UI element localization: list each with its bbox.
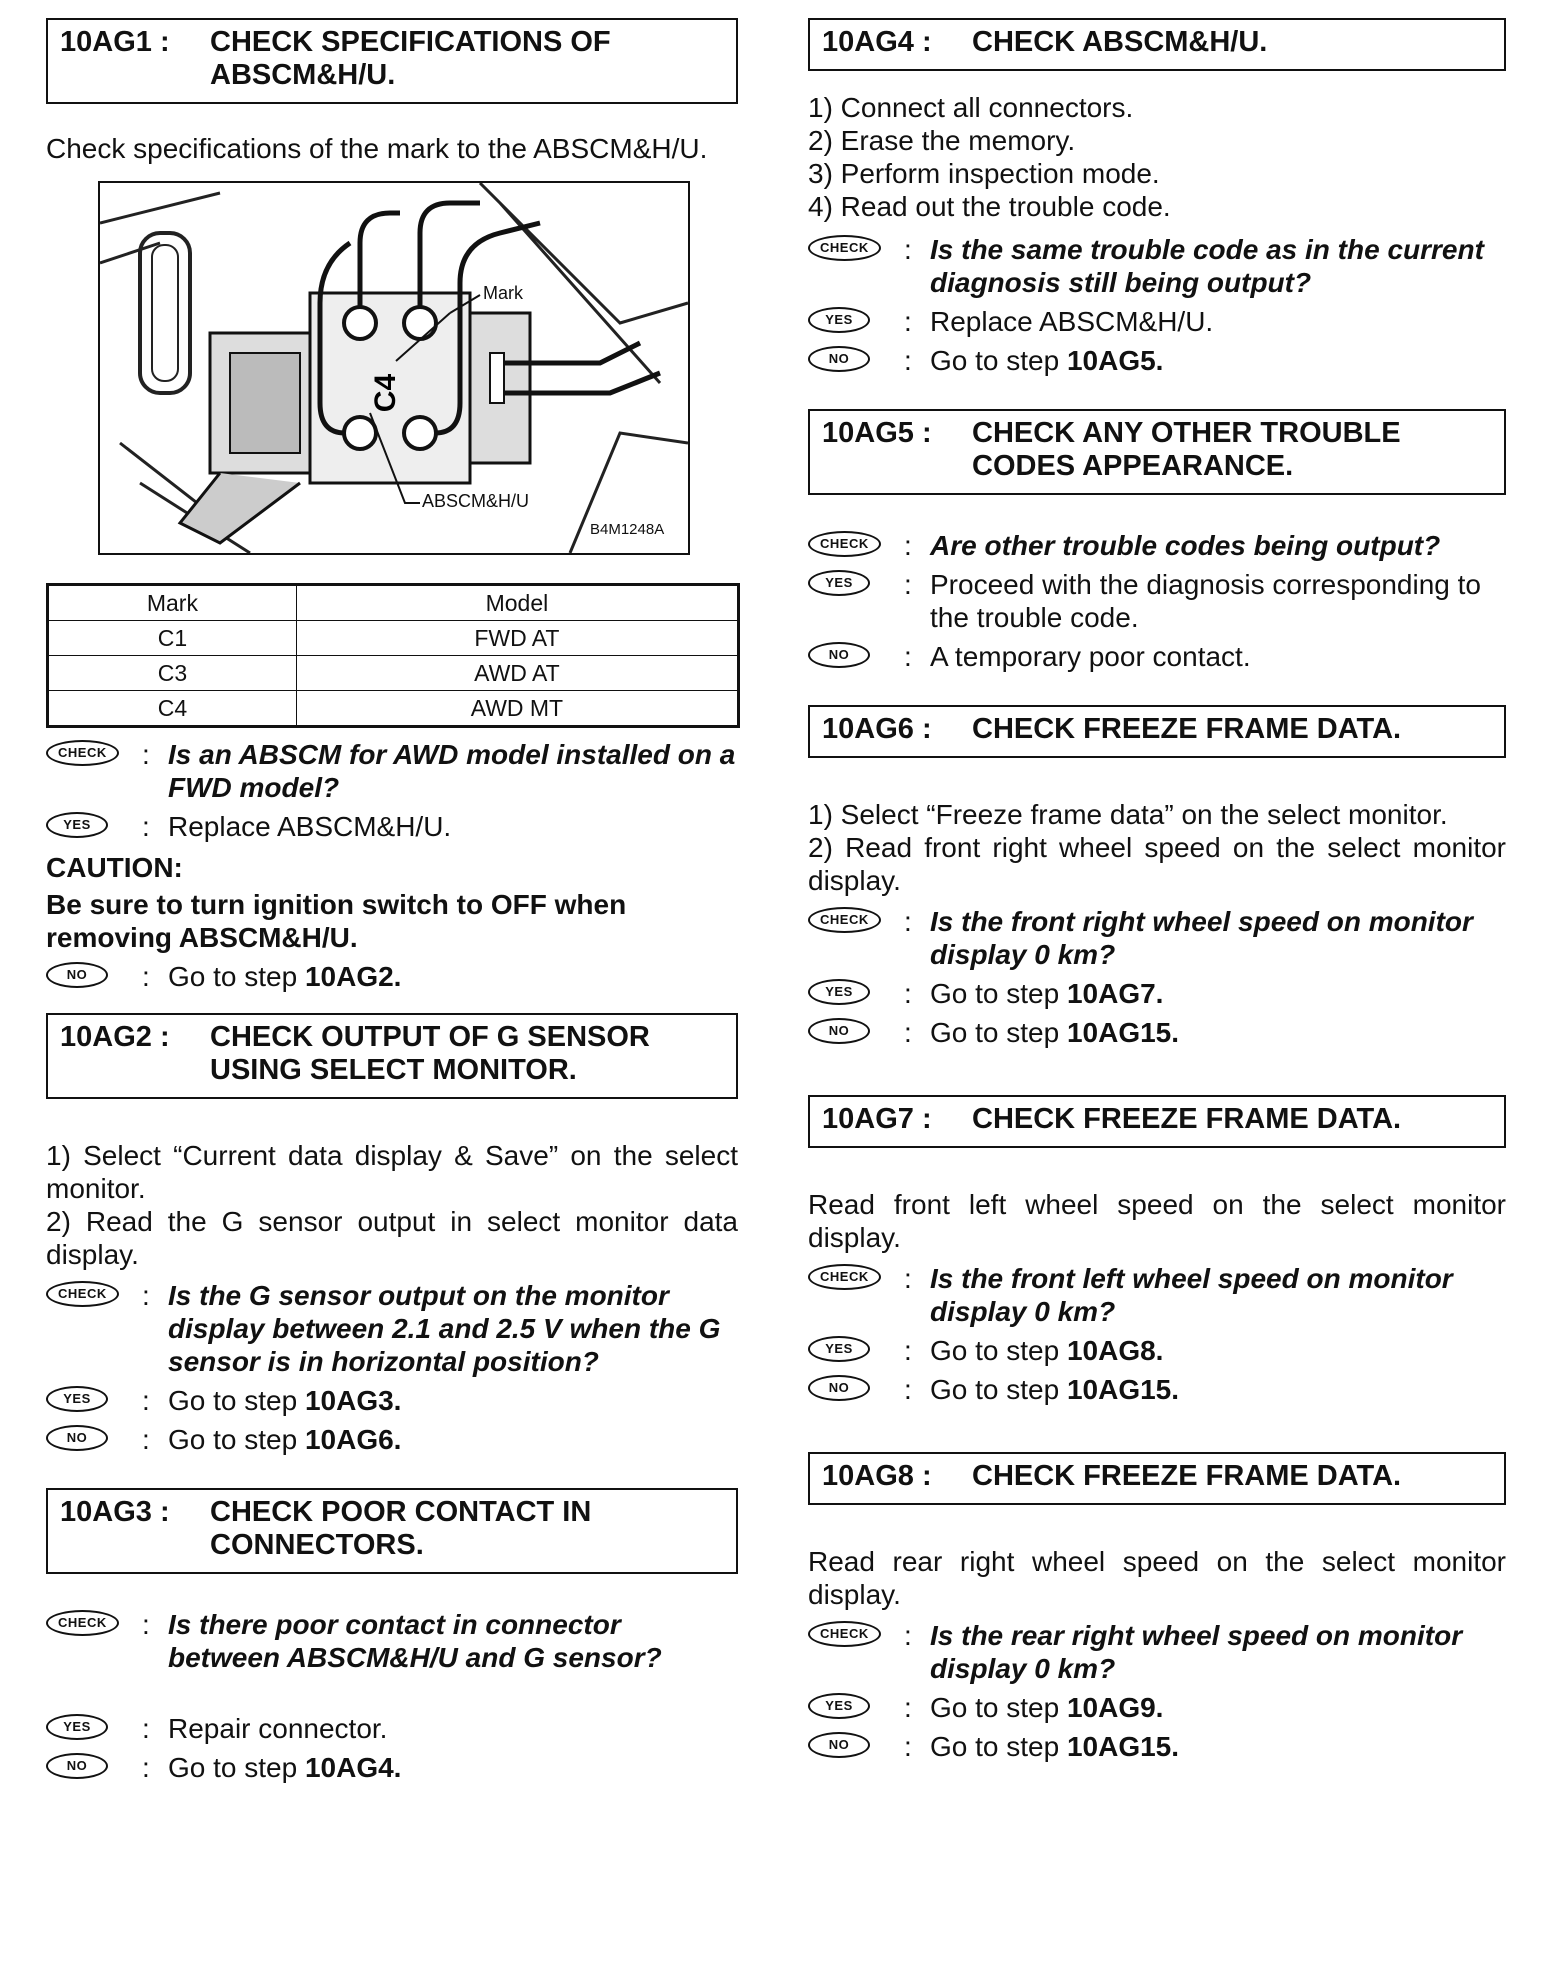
- colon: :: [904, 1374, 912, 1405]
- no-badge: NO: [46, 962, 108, 988]
- yes-row: [46, 1384, 738, 1417]
- colon: :: [904, 569, 912, 600]
- step-header-10ag8: [808, 1452, 1506, 1505]
- step-body: Check specifications of the mark to the ABSCM&H/U.: [46, 133, 708, 164]
- no-row: [808, 640, 1506, 673]
- check-row: [46, 738, 738, 804]
- no-badge: NO: [46, 1425, 108, 1451]
- table-cell: AWD AT: [296, 656, 738, 691]
- colon: :: [142, 1713, 150, 1744]
- colon: :: [904, 1731, 912, 1762]
- yes-answer-prefix: Go to step: [930, 978, 1060, 1009]
- yes-answer: Proceed with the diagnosis corresponding to the trouble code.: [930, 569, 1482, 633]
- check-badge: CHECK: [808, 1621, 881, 1647]
- step-title: CHECK FREEZE FRAME DATA.: [972, 1103, 1402, 1135]
- step-ref-link[interactable]: 10AG4.: [304, 1752, 402, 1783]
- step-ref-link[interactable]: 10AG2.: [304, 961, 402, 992]
- check-badge: CHECK: [46, 740, 119, 766]
- check-badge: CHECK: [808, 1264, 881, 1290]
- colon: :: [904, 306, 912, 337]
- check-row: [808, 233, 1506, 299]
- step-header-10ag7: [808, 1095, 1506, 1148]
- no-answer-prefix: Go to step: [930, 1017, 1060, 1048]
- procedure-list: [808, 91, 1506, 223]
- list-item: 4) Read out the trouble code.: [808, 191, 1171, 222]
- step-ref-link[interactable]: 10AG15.: [1066, 1731, 1180, 1762]
- table-row: [48, 691, 739, 727]
- colon: :: [904, 1017, 912, 1048]
- colon: :: [904, 906, 912, 937]
- no-badge: NO: [808, 1375, 870, 1401]
- step-header-10ag2: [46, 1013, 738, 1099]
- no-answer-prefix: Go to step: [168, 1424, 298, 1455]
- no-row: [808, 1016, 1506, 1049]
- figure-id: B4M1248A: [590, 521, 665, 538]
- yes-answer-prefix: Go to step: [930, 1335, 1060, 1366]
- yes-badge: YES: [46, 1386, 108, 1412]
- colon: :: [142, 1752, 150, 1783]
- step-body: Read front left wheel speed on the select monitor display.: [808, 1189, 1506, 1253]
- step-header-10ag3: [46, 1488, 738, 1574]
- step-code: 10AG3 :: [60, 1496, 170, 1528]
- step-title: CHECK OUTPUT OF G SENSOR USING SELECT MONITOR.: [210, 1021, 650, 1086]
- yes-badge: YES: [46, 812, 108, 838]
- yes-answer: Replace ABSCM&H/U.: [930, 306, 1214, 337]
- figure-label-abscm: ABSCM&H/U: [422, 491, 530, 511]
- colon: :: [904, 234, 912, 265]
- yes-row: [808, 1334, 1506, 1367]
- colon: :: [904, 1263, 912, 1294]
- colon: :: [142, 1385, 150, 1416]
- step-code: 10AG1 :: [60, 26, 170, 58]
- step-body: 1) Select “Freeze frame data” on the select monitor.: [808, 799, 1448, 830]
- step-ref-link[interactable]: 10AG8.: [1066, 1335, 1164, 1366]
- step-ref-link[interactable]: 10AG9.: [1066, 1692, 1164, 1723]
- step-title: CHECK POOR CONTACT IN CONNECTORS.: [210, 1496, 592, 1561]
- caution-title: CAUTION:: [46, 852, 183, 883]
- colon: :: [904, 1692, 912, 1723]
- table-cell: C1: [48, 621, 297, 656]
- no-row: [46, 960, 738, 993]
- step-code: 10AG7 :: [822, 1103, 932, 1135]
- no-row: [808, 344, 1506, 377]
- step-ref-link[interactable]: 10AG3.: [304, 1385, 402, 1416]
- colon: :: [904, 978, 912, 1009]
- table-cell: AWD MT: [296, 691, 738, 727]
- check-row: [46, 1608, 738, 1674]
- check-row: [808, 1262, 1506, 1328]
- colon: :: [142, 739, 150, 770]
- yes-row: [808, 305, 1506, 338]
- step-header-10ag4: [808, 18, 1506, 71]
- no-answer-prefix: Go to step: [168, 1752, 298, 1783]
- check-badge: CHECK: [46, 1281, 119, 1307]
- no-answer-prefix: Go to step: [930, 345, 1060, 376]
- colon: :: [904, 1335, 912, 1366]
- no-badge: NO: [46, 1753, 108, 1779]
- step-title: CHECK ANY OTHER TROUBLE CODES APPEARANCE.: [972, 417, 1401, 482]
- step-title: CHECK FREEZE FRAME DATA.: [972, 1460, 1402, 1492]
- step-header-10ag6: [808, 705, 1506, 758]
- step-code: 10AG2 :: [60, 1021, 170, 1053]
- colon: :: [142, 1280, 150, 1311]
- no-badge: NO: [808, 1018, 870, 1044]
- step-header-10ag1: [46, 18, 738, 104]
- step-body: Read rear right wheel speed on the select monitor display.: [808, 1546, 1506, 1610]
- colon: :: [142, 961, 150, 992]
- colon: :: [904, 641, 912, 672]
- abscm-illustration-icon: [100, 183, 688, 553]
- check-question: Is an ABSCM for AWD model installed on a FWD model?: [168, 739, 736, 803]
- left-column: [46, 18, 738, 1790]
- step-title: CHECK ABSCM&H/U.: [972, 26, 1268, 58]
- yes-badge: YES: [808, 307, 870, 333]
- step-code: 10AG4 :: [822, 26, 932, 58]
- check-question: Is the front right wheel speed on monitor display 0 km?: [930, 906, 1473, 970]
- step-ref-link[interactable]: 10AG15.: [1066, 1017, 1180, 1048]
- check-row: [808, 529, 1506, 562]
- step-title: CHECK FREEZE FRAME DATA.: [972, 713, 1402, 745]
- table-cell: FWD AT: [296, 621, 738, 656]
- check-row: [808, 905, 1506, 971]
- no-row: [46, 1423, 738, 1456]
- no-answer: A temporary poor contact.: [930, 641, 1251, 672]
- no-answer-prefix: Go to step: [930, 1731, 1060, 1762]
- yes-badge: YES: [808, 570, 870, 596]
- list-item: 2) Erase the memory.: [808, 125, 1076, 156]
- table-header-row: [48, 585, 739, 621]
- step-ref-link[interactable]: 10AG5.: [1066, 345, 1164, 376]
- mark-model-table: [46, 583, 740, 728]
- check-badge: CHECK: [46, 1610, 119, 1636]
- yes-row: [46, 1712, 738, 1745]
- figure-label-mark: Mark: [483, 283, 523, 303]
- check-row: [46, 1279, 738, 1378]
- no-badge: NO: [808, 642, 870, 668]
- colon: :: [904, 530, 912, 561]
- step-body: 1) Select “Current data display & Save” on the select monitor.: [46, 1140, 738, 1204]
- yes-badge: YES: [808, 1693, 870, 1719]
- yes-badge: YES: [808, 1336, 870, 1362]
- check-badge: CHECK: [808, 531, 881, 557]
- check-row: [808, 1619, 1506, 1685]
- yes-row: [808, 568, 1506, 634]
- colon: :: [904, 345, 912, 376]
- table-header: Model: [296, 585, 738, 621]
- table-row: [48, 621, 739, 656]
- check-badge: CHECK: [808, 907, 881, 933]
- check-question: Is the front left wheel speed on monitor display 0 km?: [930, 1263, 1453, 1327]
- yes-answer: Replace ABSCM&H/U.: [168, 811, 452, 842]
- yes-row: [808, 1691, 1506, 1724]
- yes-answer-prefix: Go to step: [168, 1385, 298, 1416]
- table-header: Mark: [48, 585, 297, 621]
- check-question: Is there poor contact in connector between ABSCM&H/U and G sensor?: [168, 1609, 662, 1673]
- check-badge: CHECK: [808, 235, 881, 261]
- mark-value: C4: [369, 373, 402, 413]
- list-item: 1) Connect all connectors.: [808, 92, 1134, 123]
- no-row: [808, 1730, 1506, 1763]
- list-item: 3) Perform inspection mode.: [808, 158, 1160, 189]
- no-row: [46, 1751, 738, 1784]
- check-question: Is the rear right wheel speed on monitor display 0 km?: [930, 1620, 1463, 1684]
- table-cell: C3: [48, 656, 297, 691]
- colon: :: [142, 1424, 150, 1455]
- step-code: 10AG6 :: [822, 713, 932, 745]
- check-question: Is the same trouble code as in the current diagnosis still being output?: [930, 234, 1484, 298]
- step-body: 2) Read the G sensor output in select monitor data display.: [46, 1206, 738, 1270]
- step-ref-link[interactable]: 10AG6.: [304, 1424, 402, 1455]
- yes-answer: Repair connector.: [168, 1713, 388, 1744]
- caution-text: Be sure to turn ignition switch to OFF when removing ABSCM&H/U.: [46, 889, 627, 953]
- yes-row: [808, 977, 1506, 1010]
- right-column: [808, 18, 1506, 1769]
- colon: :: [904, 1620, 912, 1651]
- colon: :: [142, 811, 150, 842]
- no-badge: NO: [808, 1732, 870, 1758]
- step-code: 10AG5 :: [822, 417, 932, 449]
- check-question: Are other trouble codes being output?: [930, 530, 1441, 561]
- no-answer-prefix: Go to step: [930, 1374, 1060, 1405]
- step-title: CHECK SPECIFICATIONS OF ABSCM&H/U.: [210, 26, 611, 91]
- colon: :: [142, 1609, 150, 1640]
- yes-answer-prefix: Go to step: [930, 1692, 1060, 1723]
- table-cell: C4: [48, 691, 297, 727]
- no-answer-prefix: Go to step: [168, 961, 298, 992]
- step-header-10ag5: [808, 409, 1506, 495]
- step-ref-link[interactable]: 10AG7.: [1066, 978, 1164, 1009]
- step-body: 2) Read front right wheel speed on the select monitor display.: [808, 832, 1506, 896]
- yes-badge: YES: [46, 1714, 108, 1740]
- no-badge: NO: [808, 346, 870, 372]
- check-question: Is the G sensor output on the monitor display between 2.1 and 2.5 V when the G sensor is in horizontal position?: [168, 1280, 721, 1377]
- yes-badge: YES: [808, 979, 870, 1005]
- table-row: [48, 656, 739, 691]
- no-row: [808, 1373, 1506, 1406]
- abscm-figure: [98, 181, 690, 555]
- step-ref-link[interactable]: 10AG15.: [1066, 1374, 1180, 1405]
- step-code: 10AG8 :: [822, 1460, 932, 1492]
- yes-row: [46, 810, 738, 843]
